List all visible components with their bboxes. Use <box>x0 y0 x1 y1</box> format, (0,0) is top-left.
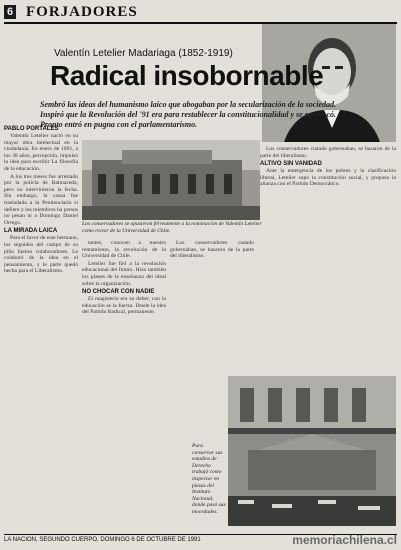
paragraph: A los tres meses fue arrestado por la policía de Balmaceda, pero no intervinieron la fecha. Sin embargo, la causa fue trasladada a la Penitenciaría si defiere y los miembros ha presos no pesan ni a Domingo Daniel Orrego. <box>4 173 78 226</box>
page-number: 6 <box>4 5 16 19</box>
watermark: memoriachilena.cl <box>292 533 397 547</box>
photo-caption: Para conservar sus estudios de Derecho trabajó como inspector en piezas del Instituto Nacional, donde pasó sus mocedades. <box>192 443 226 515</box>
subhead: LA MIRADA LAICA <box>4 228 58 235</box>
paragraph: Valentín Letelier nació en su mayor obra intelectual en la ciudadanía. En enero de 1891, a los 38 años, percepción, impulsó la idea para escribir La filosofía de la educación. <box>4 133 78 172</box>
byline: Valentín Letelier Madariaga (1852-1919) <box>54 48 233 59</box>
headline: Radical insobornable <box>50 60 324 91</box>
section-title: FORJADORES <box>26 4 138 20</box>
paragraph: Para el favor de este hermano, los seguidos del campo de su piño fueron colaboradores. Le colaboró de la idea en el pensamiento, y le parte quedó hecha para el Liberalismo. <box>4 235 78 275</box>
column-4 <box>260 146 396 374</box>
paragraph: El magisterio era su deber, con la educación se la fuerza. Desde la idea del Partido Radical, permanente. <box>82 296 166 316</box>
subhead: ALTIVO SIN VANIDAD <box>260 161 322 168</box>
institute-photo <box>228 376 396 526</box>
paragraph: Los conservadores cuando gobernaban, se basaron de la parte del liberalismo. <box>260 146 396 159</box>
footer-text: LA NACION, SEGUNDO CUERPO, DOMINGO 6 DE OCTUBRE DE 1991 <box>4 537 201 543</box>
author-name: PABLO PORTALES <box>4 126 59 132</box>
column-1 <box>4 124 78 534</box>
university-photo <box>82 140 260 220</box>
lead-paragraph: Sembró las ideas del humanismo laico que abogaban por la secularización de la sociedad. Inspiró que la Revolución del '91 era para restablecer la constitucionalidad y se equivocó. Pronto entró en pugna con el parlamentarismo. <box>40 100 337 129</box>
column-2 <box>82 240 166 534</box>
subhead: NO CHOCAR CON NADIE <box>82 289 155 296</box>
paragraph: Los conservadores cuando gobernaban, se basaron de la parte del liberalismo. <box>170 240 254 260</box>
photo-caption: Los conservadores se opusieron férreamente a la nominación de Valentín Letelier como rector de la Universidad de Chile. <box>82 221 262 234</box>
paragraph: Ante la emergencia de los pobres y la clasificación liberal, Letelier supo la constitución social, y propuso la alianza con el Partido Democrático. <box>260 168 396 188</box>
paragraph: Letelier fue fiel a la revolución educacional del futuro. Hizo también los planes de la enseñanza del ideal sobre la organización. <box>82 260 166 287</box>
column-3 <box>170 240 254 374</box>
paragraph: tantes, conocen a nuestro rentamiento, la revolución de la Universidad de Chile. <box>82 240 166 260</box>
